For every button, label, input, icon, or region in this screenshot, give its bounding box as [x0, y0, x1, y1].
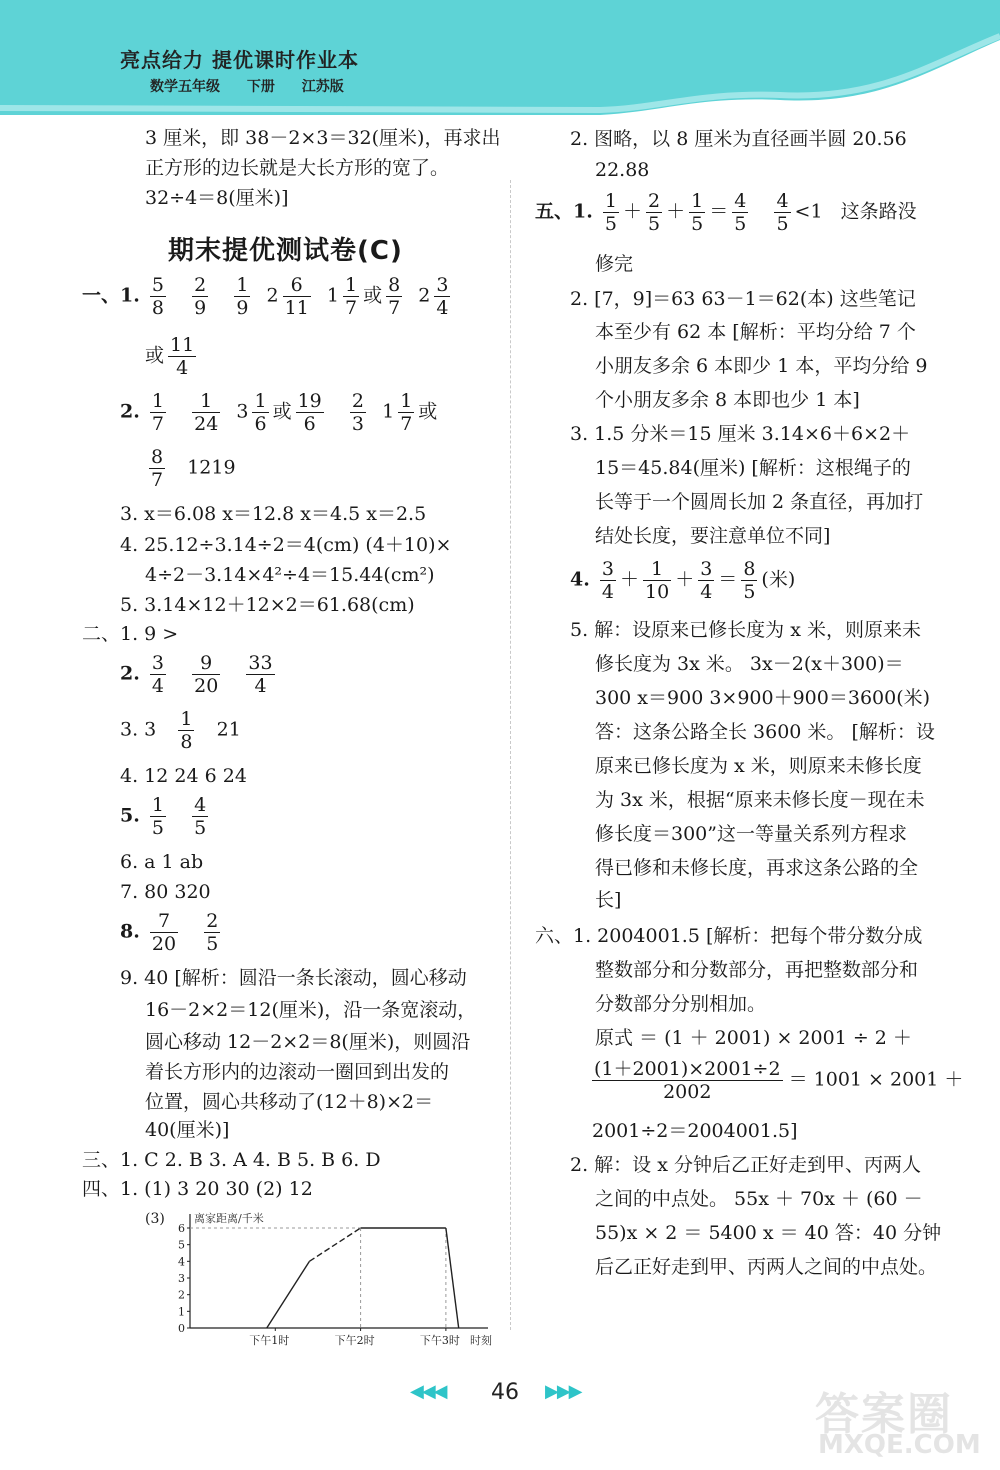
q3: 3. x＝6.08 x＝12.8 x＝4.5 x＝2.5: [120, 503, 427, 525]
fraction: $\frac{2}{9}$: [194, 274, 207, 319]
fraction: $\frac{1}{24}$: [194, 390, 219, 435]
y-tick-label: 2: [178, 1288, 185, 1302]
s2-q3: 3. 3 $\frac{1}{8}$ 21: [120, 708, 241, 753]
s2-q2: 2. $\frac{3}{4}$ $\frac{9}{20}$ $\frac{33}{4}$: [120, 652, 273, 697]
fraction: $\frac{5}{8}$: [151, 274, 164, 319]
r5-q1-line-2: 修完: [595, 253, 634, 275]
x-tick-label: 下午2时: [334, 1334, 375, 1347]
r5-q5-line-3: 300 x＝900 3×900＋900＝3600(米): [595, 687, 931, 709]
r5-q3-line-2: 15＝45.84(厘米) [解析：这根绳子的: [595, 457, 911, 479]
s2-q1: 二、1. 9 >: [82, 623, 179, 645]
fraction: $\frac{4}{5}$: [734, 190, 747, 235]
s2-q8: 8. $\frac{7}{20}$ $\frac{2}{5}$: [120, 910, 219, 955]
series-segment: [267, 1261, 310, 1328]
s2-q9-line-1: 9. 40 [解析：圆沿一条长滚动，圆心移动: [120, 967, 467, 989]
fraction: $\frac{3}{4}$: [151, 652, 164, 697]
header-band: [0, 0, 1000, 118]
r5-q5-line-2: 修长度为 3x 米。 3x－2(x＋300)＝: [595, 653, 904, 675]
r6-q2-line-4: 后乙正好走到甲、丙两人之间的中点处。: [595, 1256, 938, 1278]
series-segment: [446, 1228, 459, 1328]
q5: 5. 3.14×12＋12×2＝61.68(cm): [120, 594, 415, 616]
q4-line-2: 4÷2－3.14×4²÷4＝15.44(cm²): [145, 564, 435, 586]
s4-q1: 四、1. (1) 3 20 30 (2) 12: [82, 1178, 313, 1200]
r5-q5-line-1: 5. 解：设原来已修长度为 x 米，则原来未: [570, 619, 921, 641]
next-arrows-icon: ▶▶▶: [545, 1381, 581, 1402]
y-tick-label: 6: [178, 1222, 185, 1235]
fraction: $\frac{(1+2001)\times 2001\div 2}{2002}$: [594, 1058, 781, 1103]
r5-q3-line-3: 长等于一个圆周长加 2 条直径，再加打: [595, 491, 924, 513]
fraction: $\frac{3}{4}$: [601, 558, 614, 603]
s2-q7: 7. 80 320: [120, 881, 211, 903]
left-continuation-line-2: 正方形的边长就是大长方形的宽了。: [145, 157, 450, 179]
r5-q5-line-9: 长]: [595, 889, 622, 911]
header-title: 亮点给力 提优课时作业本: [120, 48, 359, 72]
r6-q2-line-1: 2. 解：设 x 分钟后乙正好走到甲、丙两人: [570, 1154, 921, 1176]
left-continuation-line-3: 32÷4＝8(厘米)]: [145, 187, 289, 209]
r5-q5-line-6: 为 3x 米，根据“原来未修长度－现在未: [595, 789, 925, 811]
fraction: $\frac{2}{3}$: [351, 390, 364, 435]
series-segment: [309, 1228, 360, 1261]
s2-q9-line-2: 16－2×2＝12(厘米)，沿一条宽滚动，: [145, 999, 477, 1021]
y-tick-label: 5: [178, 1238, 185, 1252]
section-title: 期末提优测试卷(C): [168, 236, 403, 266]
r5-q5-line-8: 得已修和未修长度，再求这条公路的全: [595, 857, 919, 879]
r5-q2-line-1: 2. [7，9]＝63 63－1＝62(本) 这些笔记: [570, 288, 916, 310]
s3-answers: 三、1. C 2. B 3. A 4. B 5. B 6. D: [82, 1149, 381, 1171]
watermark-url: MXQE.COM: [818, 1430, 981, 1460]
x-tick-label: 下午1时: [249, 1334, 290, 1347]
fraction: $\frac{2}{5}$: [648, 190, 661, 235]
r2-line-1: 2. 图略，以 8 厘米为直径画半圆 20.56: [570, 128, 907, 150]
fraction: $\frac{19}{6}$: [297, 390, 322, 435]
x-axis-label: 时刻: [470, 1334, 492, 1347]
fraction: $\frac{7}{20}$: [151, 910, 177, 955]
page-number: 46: [491, 1380, 519, 1405]
fraction: $\frac{3}{4}$: [700, 558, 713, 603]
r6-q2-line-2: 之间的中点处。 55x ＋ 70x ＋ (60 －: [595, 1188, 923, 1210]
q1-label: 一、1.: [82, 284, 140, 307]
mixed-fraction: $\frac{1}{7}$: [400, 390, 413, 435]
fraction: $\frac{4}{5}$: [776, 190, 789, 235]
q1-row-1: 一、1. $\frac{5}{8}$ $\frac{2}{9}$ $\frac{1}{9}$ 2 $\frac{6}{11}$ 1 $\frac{1}{7}$ 或 $\frac{8}{7}$ 2 $\frac{3}{4}$: [82, 274, 449, 319]
left-continuation-line-1: 3 厘米，即 38－2×3＝32(厘米)，再求出: [145, 127, 501, 149]
s4-q3-label: (3): [145, 1211, 165, 1227]
r6-q1-line-5: $\frac{(1+2001)\times 2001\div 2}{2002}$ ＝ 1001 × 2001 ＋: [594, 1058, 964, 1103]
r5-q5-line-7: 修长度＝300”这一等量关系列方程求: [595, 823, 907, 845]
fraction: $\frac{1}{9}$: [236, 274, 249, 319]
fraction: $\frac{1}{10}$: [645, 558, 670, 603]
r6-q1-line-3: 分数部分分别相加。: [595, 993, 767, 1015]
r5-q2-line-3: 小朋友多余 6 本即少 1 本，平均分给 9: [595, 355, 928, 377]
fraction: $\frac{1}{5}$: [604, 190, 617, 235]
fraction: $\frac{9}{20}$: [194, 652, 219, 697]
r6-q1-line-2: 整数部分和分数部分，再把整数部分和: [595, 959, 919, 981]
q4-line-1: 4. 25.12÷3.14÷2＝4(cm) (4＋10)×: [120, 534, 452, 556]
y-tick-label: 0: [178, 1322, 185, 1335]
mixed-fraction: $\frac{3}{4}$: [436, 274, 449, 319]
q1-row-2: 或 $\frac{11}{4}$: [145, 334, 195, 379]
r5-q4: 4. $\frac{3}{4}$ ＋ $\frac{1}{10}$ ＋ $\frac{3}{4}$ ＝ $\frac{8}{5}$ (米): [570, 558, 796, 603]
r5-q2-line-2: 本至少有 62 本 [解析：平均分给 7 个: [595, 321, 916, 343]
mixed-fraction: $\frac{1}{6}$: [254, 390, 267, 435]
header-edition: 江苏版: [301, 79, 344, 95]
header-subtitle: [150, 76, 366, 96]
fraction: $\frac{33}{4}$: [248, 652, 273, 697]
mixed-fraction: $\frac{6}{11}$: [284, 274, 309, 319]
s2-q6: 6. a 1 ab: [120, 851, 204, 873]
r6-q1-line-1: 六、1. 2004001.5 [解析：把每个带分数分成: [535, 925, 923, 947]
y-tick-label: 4: [178, 1255, 185, 1269]
q2-row-1: 2. $\frac{1}{7}$ $\frac{1}{24}$ 3 $\frac{1}{6}$ 或 $\frac{19}{6}$ $\frac{2}{3}$ 1 $\frac{1}{7}$ 或: [120, 390, 438, 435]
s2-q9-line-4: 着长方形内的边滚动一圈回到出发的: [145, 1061, 450, 1083]
distance-time-chart: [160, 1200, 500, 1350]
s2-q9-line-5: 位置，圆心共移动了(12＋8)×2＝: [145, 1091, 434, 1113]
fraction: $\frac{1}{5}$: [151, 794, 164, 839]
r5-q5-line-5: 原来已修长度为 x 米，则原来未修长度: [595, 755, 922, 777]
r5-q3-line-4: 结处长度，要注意单位不同]: [595, 525, 831, 547]
fraction: $\frac{4}{5}$: [194, 794, 207, 839]
fraction: $\frac{1}{7}$: [151, 390, 164, 435]
s2-q9-line-6: 40(厘米)]: [145, 1119, 230, 1141]
y-tick-label: 3: [178, 1272, 185, 1285]
r2-line-2: 22.88: [595, 159, 650, 181]
header-volume: 下册: [246, 79, 275, 95]
s2-q5: 5. $\frac{1}{5}$ $\frac{4}{5}$: [120, 794, 207, 839]
r6-q2-line-3: 55)x × 2 ＝ 5400 x ＝ 40 答：40 分钟: [595, 1222, 942, 1244]
fraction: $\frac{8}{5}$: [743, 558, 756, 603]
fraction: $\frac{1}{8}$: [180, 708, 193, 753]
mixed-fraction: $\frac{1}{7}$: [344, 274, 358, 319]
r5-q3-line-1: 3. 1.5 分米＝15 厘米 3.14×6＋6×2＋: [570, 423, 911, 445]
x-tick-label: 下午3时: [419, 1334, 460, 1347]
r5-q1: 五、1. $\frac{1}{5}$ ＋ $\frac{2}{5}$ ＋ $\frac{1}{5}$ ＝ $\frac{4}{5}$ $\frac{4}{5}$ <1 这条路没: [535, 190, 917, 235]
y-tick-label: 1: [178, 1305, 185, 1319]
header-grade: 数学五年级: [150, 79, 220, 95]
prev-arrows-icon: ◀◀◀: [410, 1381, 446, 1402]
r6-q1-line-4: 原式 ＝ (1 ＋ 2001) × 2001 ÷ 2 ＋: [595, 1027, 912, 1049]
fraction: $\frac{8}{7}$: [151, 446, 164, 491]
s2-q4: 4. 12 24 6 24: [120, 765, 247, 787]
s2-q9-line-3: 圆心移动 12－2×2＝8(厘米)，则圆沿: [145, 1031, 471, 1053]
fraction: $\frac{1}{5}$: [691, 190, 704, 235]
r5-q5-line-4: 答：这条公路全长 3600 米。 [解析：设: [595, 721, 935, 743]
fraction: $\frac{8}{7}$: [388, 274, 401, 319]
y-axis-label: 离家距离/千米: [194, 1212, 264, 1225]
watermark-logo: 答案圈: [815, 1389, 953, 1440]
r6-q1-line-6: 2001÷2＝2004001.5]: [592, 1120, 798, 1142]
column-divider: [510, 180, 511, 1330]
q2-row-2: $\frac{8}{7}$ 1219: [151, 446, 236, 491]
r5-q2-line-4: 个小朋友多余 8 本即也少 1 本]: [595, 389, 860, 411]
fraction: $\frac{11}{4}$: [170, 334, 195, 379]
fraction: $\frac{2}{5}$: [206, 910, 219, 955]
